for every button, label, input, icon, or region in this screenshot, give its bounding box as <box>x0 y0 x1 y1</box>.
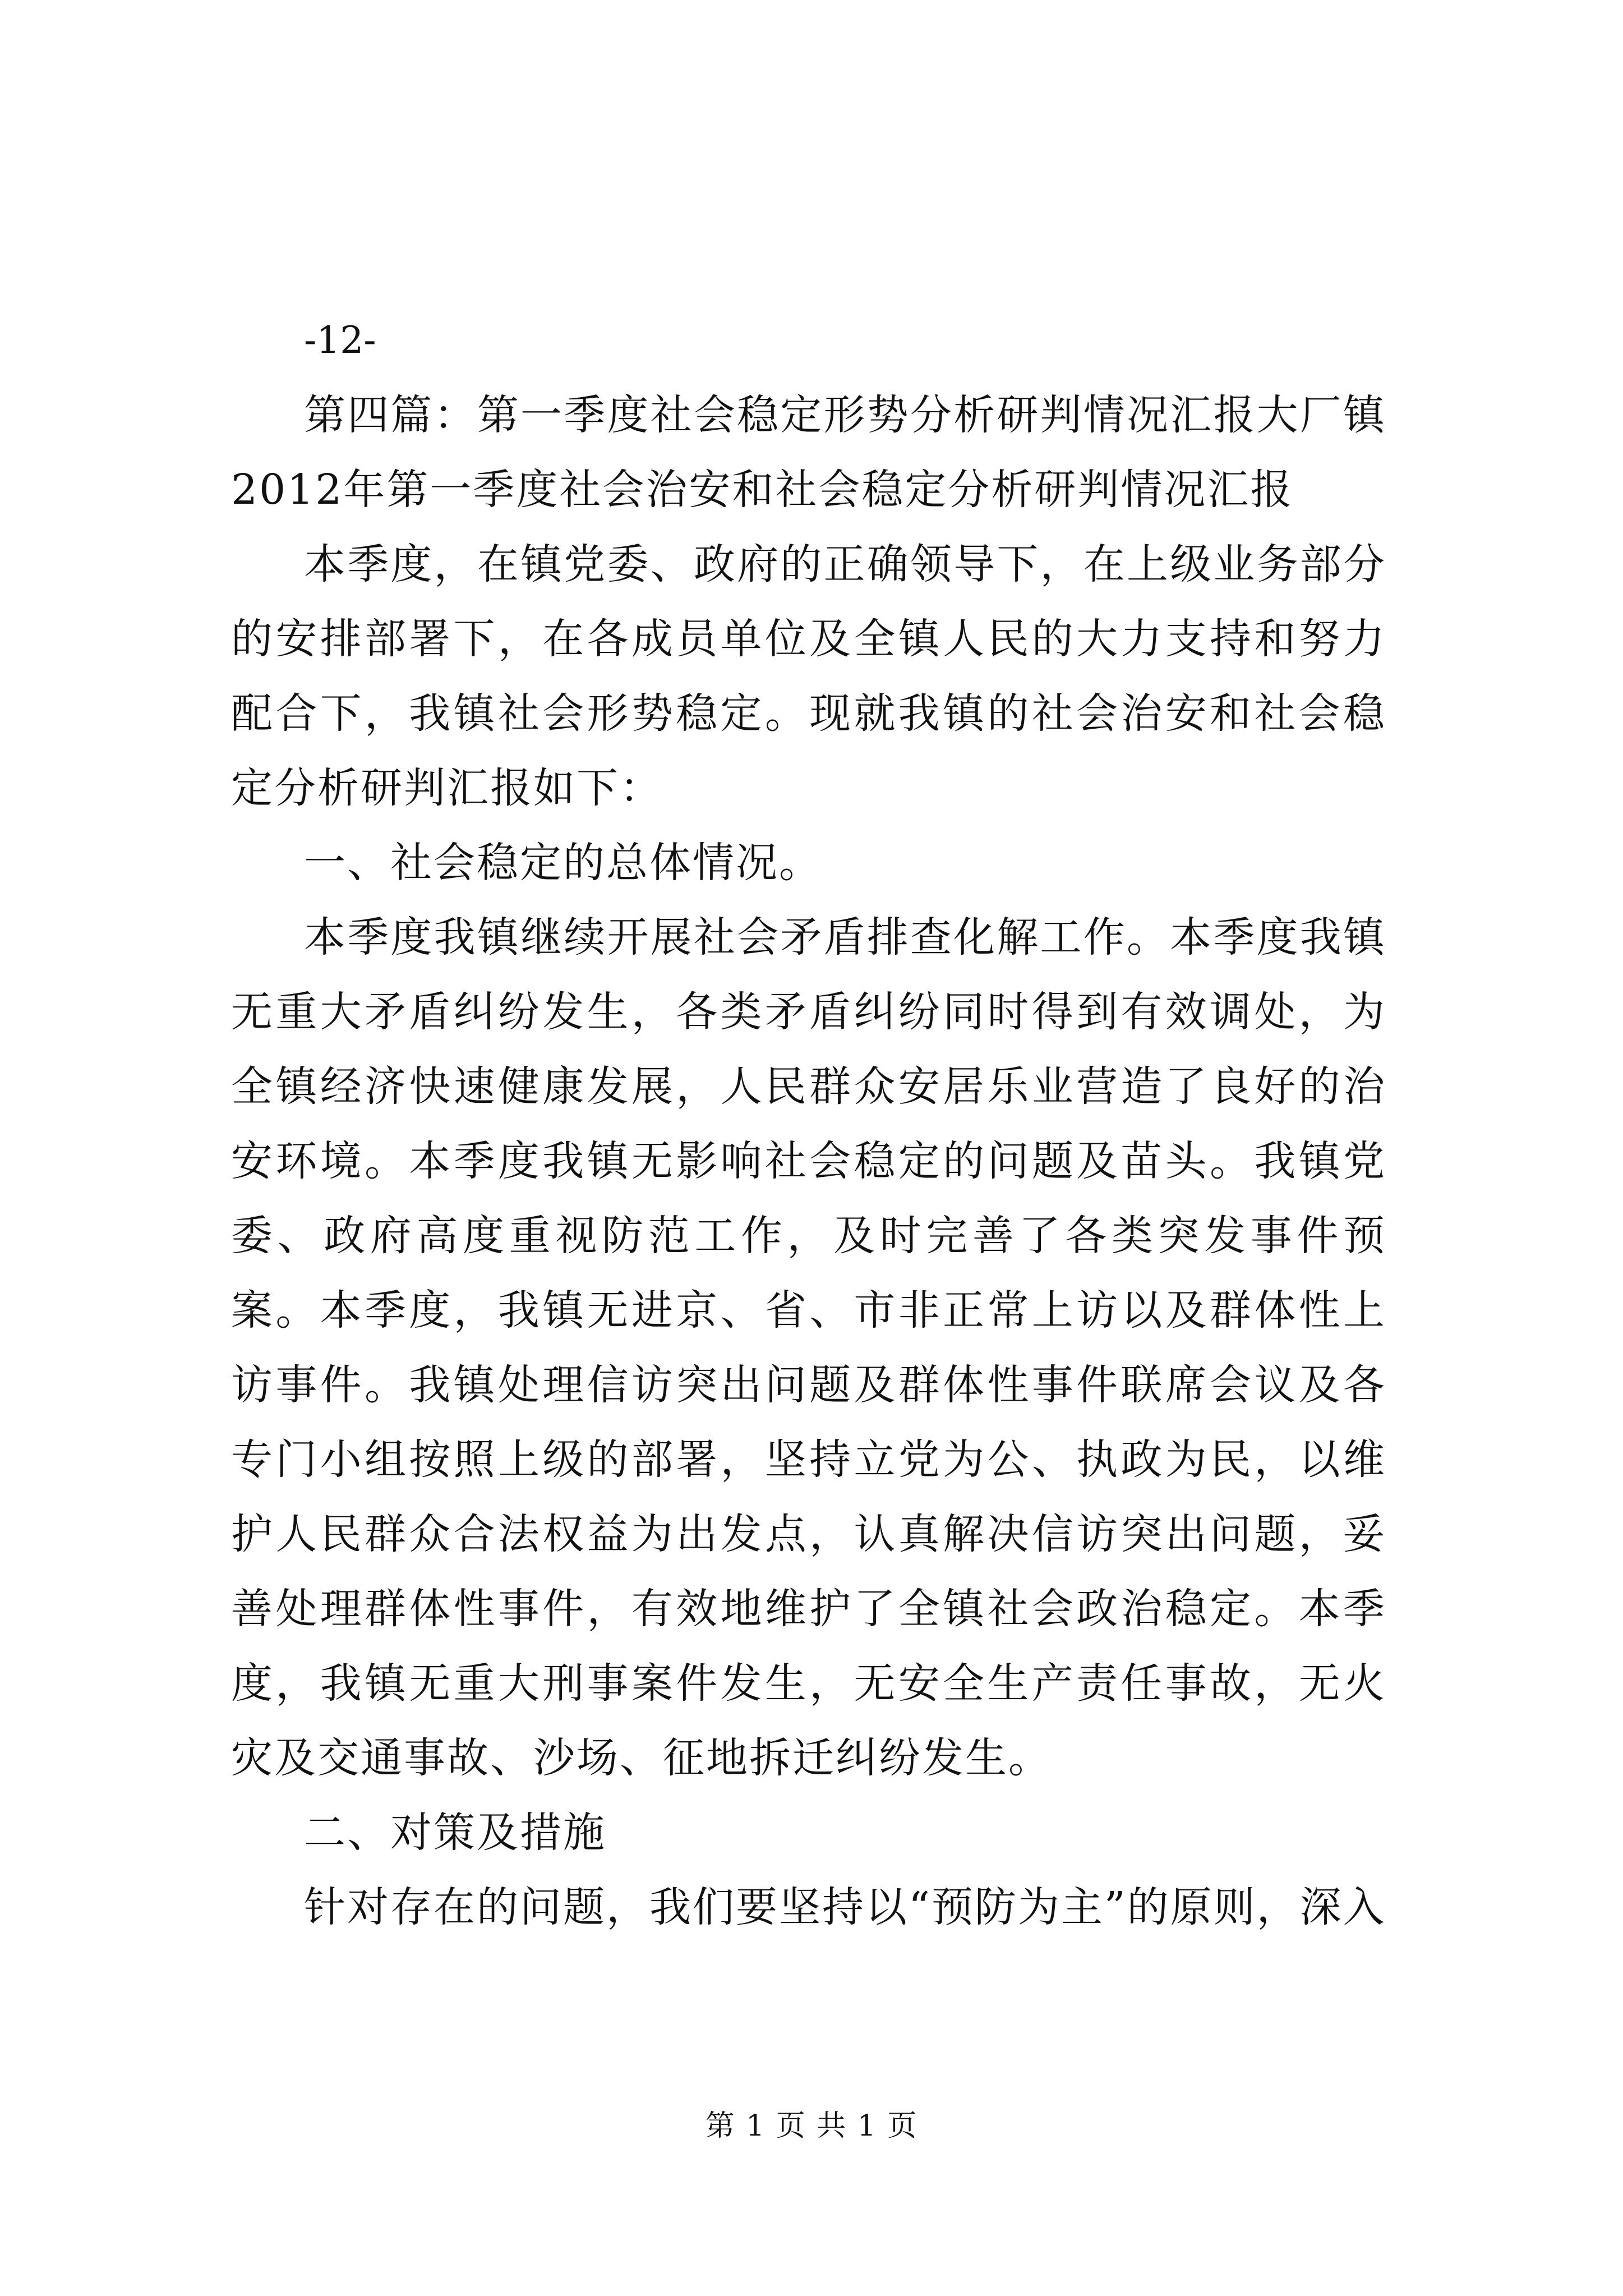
section-body-1: 本季度我镇继续开展社会矛盾排查化解工作。本季度我镇无重大矛盾纠纷发生，各类矛盾纠纷同时得到有效调处，为全镇经济快速健康发展，人民群众安居乐业营造了良好的治安环境。本季度我镇无影响社会稳定的问题及苗头。我镇党委、政府高度重视防范工作，及时完善了各类突发事件预案。本季度，我镇无进京、省、市非正常上访以及群体性上访事件。我镇处理信访突出问题及群体性事件联席会议及各专门小组按照上级的部署，坚持立党为公、执政为民，以维护人民群众合法权益为出发点，认真解决信访突出问题，妥善处理群体性事件，有效地维护了全镇社会政治稳定。本季度，我镇无重大刑事案件发生，无安全生产责任事故，无火灾及交通事故、沙场、征地拆迁纠纷发生。 <box>231 913 1386 1782</box>
section-heading-2: 二、对策及措施 <box>304 1809 606 1857</box>
section-body-2: 针对存在的问题，我们要坚持以“预防为主”的原则，深入 <box>304 1883 1386 1931</box>
section-heading-1: 一、社会稳定的总体情况。 <box>304 839 822 887</box>
page-marker: -12- <box>304 319 376 362</box>
page-footer: 第 1 页 共 1 页 <box>705 2109 918 2143</box>
document-body <box>231 303 1386 1945</box>
intro-paragraph: 本季度，在镇党委、政府的正确领导下，在上级业务部分的安排部署下，在各成员单位及全镇人民的大力支持和努力配合下，我镇社会形势稳定。现就我镇的社会治安和社会稳定分析研判汇报如下： <box>231 540 1386 812</box>
title-paragraph: 第四篇：第一季度社会稳定形势分析研判情况汇报大厂镇2012年第一季度社会治安和社会稳定分析研判情况汇报 <box>231 391 1386 514</box>
